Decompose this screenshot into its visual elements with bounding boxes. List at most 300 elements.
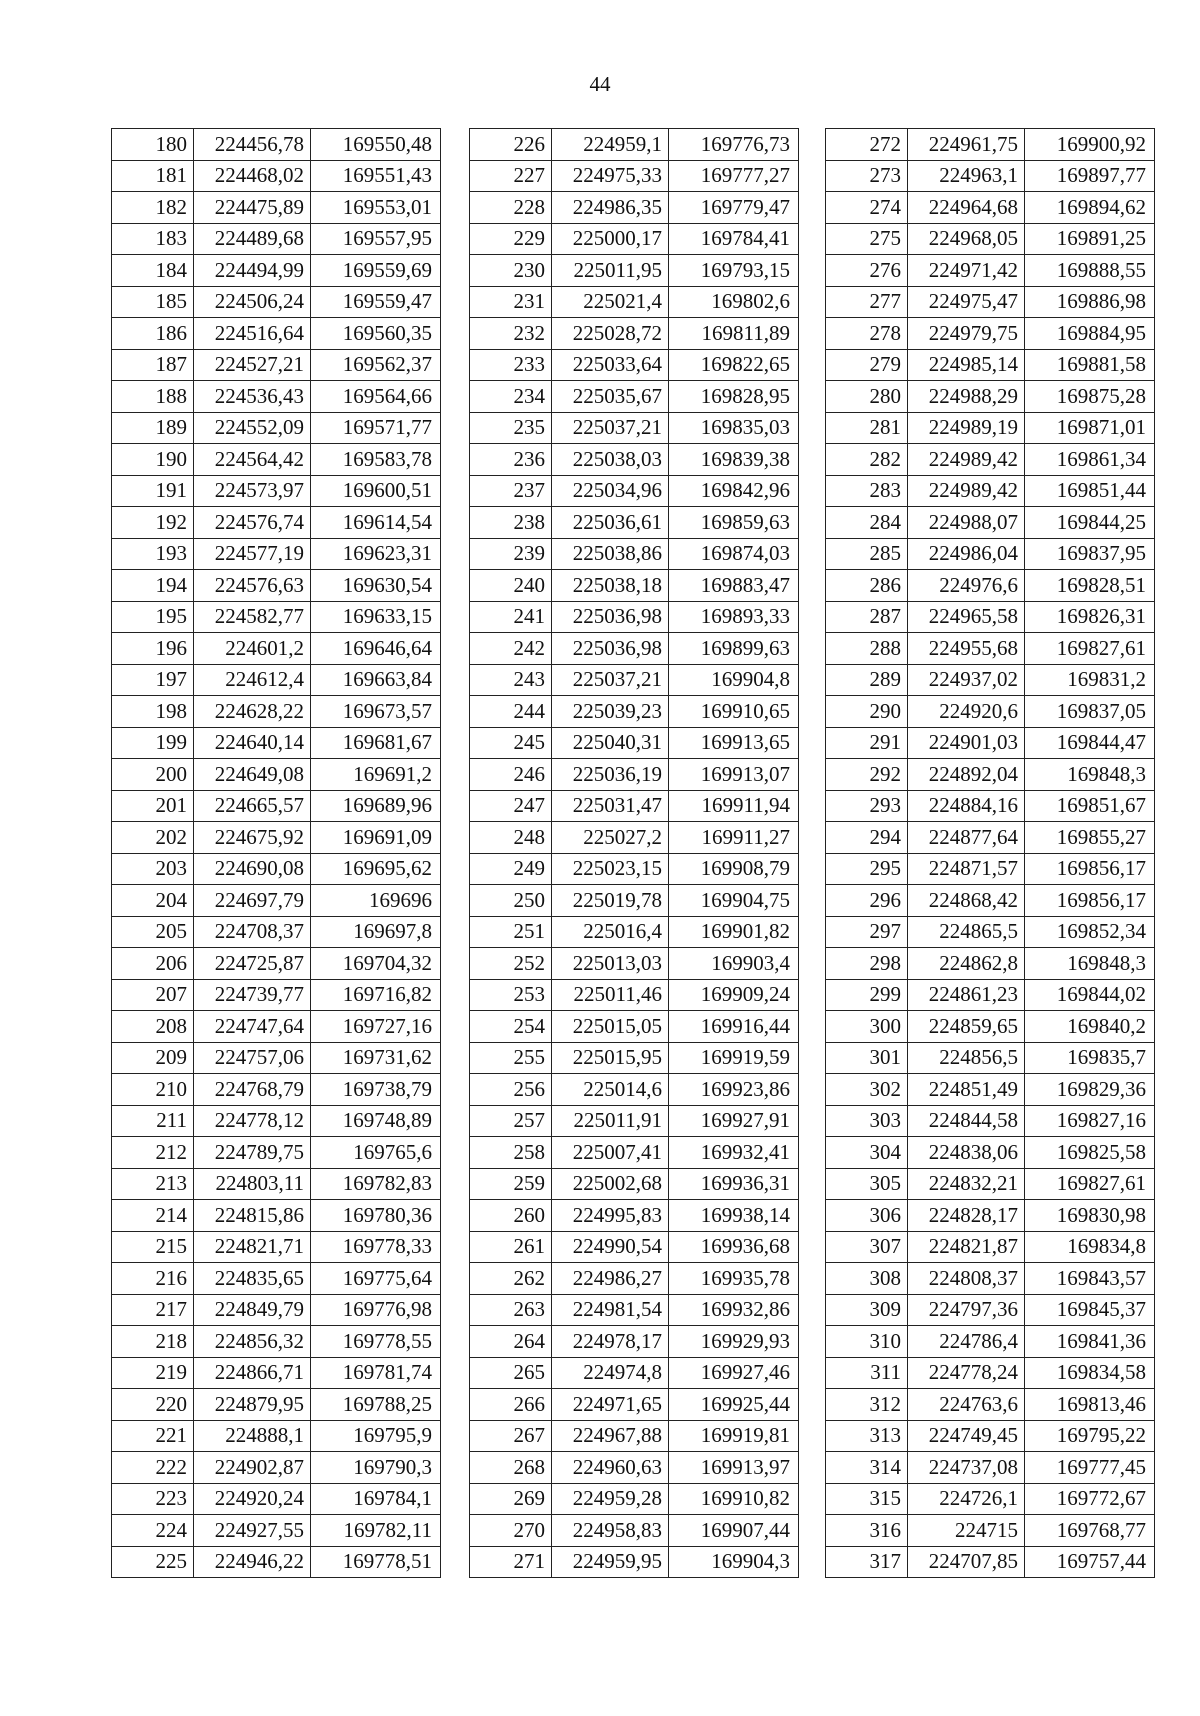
table-row bbox=[112, 790, 441, 822]
x-coordinate-cell: 224888,1 bbox=[194, 1420, 311, 1452]
point-number-cell: 230 bbox=[470, 255, 552, 287]
y-coordinate-cell: 169623,31 bbox=[311, 538, 441, 570]
y-coordinate-cell: 169907,44 bbox=[669, 1515, 799, 1547]
table-row bbox=[112, 948, 441, 980]
x-coordinate-cell: 224516,64 bbox=[194, 318, 311, 350]
point-number-cell: 291 bbox=[826, 727, 908, 759]
x-coordinate-cell: 224967,88 bbox=[552, 1420, 669, 1452]
y-coordinate-cell: 169633,15 bbox=[311, 601, 441, 633]
point-number-cell: 278 bbox=[826, 318, 908, 350]
table-row bbox=[826, 538, 1155, 570]
x-coordinate-cell: 224601,2 bbox=[194, 633, 311, 665]
table-row bbox=[112, 885, 441, 917]
point-number-cell: 259 bbox=[470, 1168, 552, 1200]
x-coordinate-cell: 224877,64 bbox=[908, 822, 1025, 854]
y-coordinate-cell: 169831,2 bbox=[1025, 664, 1155, 696]
x-coordinate-cell: 224959,95 bbox=[552, 1546, 669, 1578]
x-coordinate-cell: 224577,19 bbox=[194, 538, 311, 570]
point-number-cell: 306 bbox=[826, 1200, 908, 1232]
y-coordinate-cell: 169822,65 bbox=[669, 349, 799, 381]
x-coordinate-cell: 224901,03 bbox=[908, 727, 1025, 759]
point-number-cell: 234 bbox=[470, 381, 552, 413]
y-coordinate-cell: 169630,54 bbox=[311, 570, 441, 602]
x-coordinate-cell: 224920,24 bbox=[194, 1483, 311, 1515]
coordinates-table-2 bbox=[469, 128, 799, 1578]
table-row bbox=[112, 255, 441, 287]
x-coordinate-cell: 224708,37 bbox=[194, 916, 311, 948]
table-row bbox=[112, 538, 441, 570]
x-coordinate-cell: 224725,87 bbox=[194, 948, 311, 980]
y-coordinate-cell: 169795,9 bbox=[311, 1420, 441, 1452]
table-row bbox=[470, 1357, 799, 1389]
table-row bbox=[826, 507, 1155, 539]
x-coordinate-cell: 224527,21 bbox=[194, 349, 311, 381]
point-number-cell: 193 bbox=[112, 538, 194, 570]
table-row bbox=[470, 601, 799, 633]
point-number-cell: 275 bbox=[826, 223, 908, 255]
point-number-cell: 235 bbox=[470, 412, 552, 444]
x-coordinate-cell: 225011,91 bbox=[552, 1105, 669, 1137]
y-coordinate-cell: 169848,3 bbox=[1025, 759, 1155, 791]
point-number-cell: 239 bbox=[470, 538, 552, 570]
table-row bbox=[112, 1105, 441, 1137]
point-number-cell: 314 bbox=[826, 1452, 908, 1484]
table-row bbox=[112, 979, 441, 1011]
point-number-cell: 187 bbox=[112, 349, 194, 381]
x-coordinate-cell: 224707,85 bbox=[908, 1546, 1025, 1578]
y-coordinate-cell: 169550,48 bbox=[311, 129, 441, 161]
x-coordinate-cell: 224989,42 bbox=[908, 444, 1025, 476]
y-coordinate-cell: 169935,78 bbox=[669, 1263, 799, 1295]
point-number-cell: 268 bbox=[470, 1452, 552, 1484]
x-coordinate-cell: 224988,07 bbox=[908, 507, 1025, 539]
table-row bbox=[112, 1515, 441, 1547]
y-coordinate-cell: 169874,03 bbox=[669, 538, 799, 570]
y-coordinate-cell: 169919,81 bbox=[669, 1420, 799, 1452]
x-coordinate-cell: 224786,4 bbox=[908, 1326, 1025, 1358]
point-number-cell: 216 bbox=[112, 1263, 194, 1295]
table-row bbox=[470, 129, 799, 161]
table-row bbox=[826, 255, 1155, 287]
x-coordinate-cell: 224963,1 bbox=[908, 160, 1025, 192]
table-row bbox=[470, 1231, 799, 1263]
y-coordinate-cell: 169936,68 bbox=[669, 1231, 799, 1263]
y-coordinate-cell: 169911,94 bbox=[669, 790, 799, 822]
x-coordinate-cell: 224868,42 bbox=[908, 885, 1025, 917]
point-number-cell: 186 bbox=[112, 318, 194, 350]
table-row bbox=[470, 1200, 799, 1232]
x-coordinate-cell: 224976,6 bbox=[908, 570, 1025, 602]
point-number-cell: 204 bbox=[112, 885, 194, 917]
x-coordinate-cell: 224494,99 bbox=[194, 255, 311, 287]
y-coordinate-cell: 169790,3 bbox=[311, 1452, 441, 1484]
x-coordinate-cell: 224862,8 bbox=[908, 948, 1025, 980]
y-coordinate-cell: 169781,74 bbox=[311, 1357, 441, 1389]
point-number-cell: 211 bbox=[112, 1105, 194, 1137]
point-number-cell: 285 bbox=[826, 538, 908, 570]
table-row bbox=[112, 1263, 441, 1295]
table-row bbox=[826, 916, 1155, 948]
point-number-cell: 202 bbox=[112, 822, 194, 854]
y-coordinate-cell: 169837,95 bbox=[1025, 538, 1155, 570]
point-number-cell: 237 bbox=[470, 475, 552, 507]
point-number-cell: 292 bbox=[826, 759, 908, 791]
y-coordinate-cell: 169562,37 bbox=[311, 349, 441, 381]
point-number-cell: 304 bbox=[826, 1137, 908, 1169]
table-row bbox=[826, 349, 1155, 381]
x-coordinate-cell: 225038,18 bbox=[552, 570, 669, 602]
table-row bbox=[112, 1546, 441, 1578]
y-coordinate-cell: 169855,27 bbox=[1025, 822, 1155, 854]
table-row bbox=[826, 1515, 1155, 1547]
point-number-cell: 212 bbox=[112, 1137, 194, 1169]
point-number-cell: 279 bbox=[826, 349, 908, 381]
y-coordinate-cell: 169704,32 bbox=[311, 948, 441, 980]
point-number-cell: 199 bbox=[112, 727, 194, 759]
table-row bbox=[826, 381, 1155, 413]
table-row bbox=[112, 916, 441, 948]
table-row bbox=[470, 1294, 799, 1326]
point-number-cell: 182 bbox=[112, 192, 194, 224]
table-row bbox=[112, 570, 441, 602]
y-coordinate-cell: 169884,95 bbox=[1025, 318, 1155, 350]
y-coordinate-cell: 169782,83 bbox=[311, 1168, 441, 1200]
point-number-cell: 281 bbox=[826, 412, 908, 444]
x-coordinate-cell: 224964,68 bbox=[908, 192, 1025, 224]
x-coordinate-cell: 225016,4 bbox=[552, 916, 669, 948]
table-row bbox=[826, 759, 1155, 791]
point-number-cell: 194 bbox=[112, 570, 194, 602]
table-row bbox=[826, 412, 1155, 444]
table-row bbox=[470, 1137, 799, 1169]
x-coordinate-cell: 224737,08 bbox=[908, 1452, 1025, 1484]
y-coordinate-cell: 169691,2 bbox=[311, 759, 441, 791]
y-coordinate-cell: 169856,17 bbox=[1025, 853, 1155, 885]
table-row bbox=[826, 601, 1155, 633]
point-number-cell: 190 bbox=[112, 444, 194, 476]
x-coordinate-cell: 224640,14 bbox=[194, 727, 311, 759]
y-coordinate-cell: 169559,69 bbox=[311, 255, 441, 287]
x-coordinate-cell: 224871,57 bbox=[908, 853, 1025, 885]
x-coordinate-cell: 224665,57 bbox=[194, 790, 311, 822]
point-number-cell: 267 bbox=[470, 1420, 552, 1452]
x-coordinate-cell: 225031,47 bbox=[552, 790, 669, 822]
x-coordinate-cell: 224808,37 bbox=[908, 1263, 1025, 1295]
table-row bbox=[112, 601, 441, 633]
point-number-cell: 302 bbox=[826, 1074, 908, 1106]
x-coordinate-cell: 224959,28 bbox=[552, 1483, 669, 1515]
x-coordinate-cell: 224832,21 bbox=[908, 1168, 1025, 1200]
x-coordinate-cell: 225011,95 bbox=[552, 255, 669, 287]
point-number-cell: 257 bbox=[470, 1105, 552, 1137]
table-row bbox=[826, 1357, 1155, 1389]
y-coordinate-cell: 169861,34 bbox=[1025, 444, 1155, 476]
table-row bbox=[470, 1042, 799, 1074]
x-coordinate-cell: 225036,19 bbox=[552, 759, 669, 791]
y-coordinate-cell: 169936,31 bbox=[669, 1168, 799, 1200]
table-row bbox=[470, 1546, 799, 1578]
table-row bbox=[470, 507, 799, 539]
y-coordinate-cell: 169825,58 bbox=[1025, 1137, 1155, 1169]
y-coordinate-cell: 169839,38 bbox=[669, 444, 799, 476]
point-number-cell: 308 bbox=[826, 1263, 908, 1295]
point-number-cell: 222 bbox=[112, 1452, 194, 1484]
x-coordinate-cell: 224985,14 bbox=[908, 349, 1025, 381]
x-coordinate-cell: 225028,72 bbox=[552, 318, 669, 350]
point-number-cell: 228 bbox=[470, 192, 552, 224]
x-coordinate-cell: 224763,6 bbox=[908, 1389, 1025, 1421]
table-row bbox=[470, 538, 799, 570]
point-number-cell: 261 bbox=[470, 1231, 552, 1263]
x-coordinate-cell: 224803,11 bbox=[194, 1168, 311, 1200]
x-coordinate-cell: 224892,04 bbox=[908, 759, 1025, 791]
table-row bbox=[826, 1105, 1155, 1137]
point-number-cell: 248 bbox=[470, 822, 552, 854]
point-number-cell: 303 bbox=[826, 1105, 908, 1137]
y-coordinate-cell: 169583,78 bbox=[311, 444, 441, 476]
y-coordinate-cell: 169904,75 bbox=[669, 885, 799, 917]
x-coordinate-cell: 225036,61 bbox=[552, 507, 669, 539]
y-coordinate-cell: 169925,44 bbox=[669, 1389, 799, 1421]
y-coordinate-cell: 169663,84 bbox=[311, 664, 441, 696]
x-coordinate-cell: 224859,65 bbox=[908, 1011, 1025, 1043]
x-coordinate-cell: 224866,71 bbox=[194, 1357, 311, 1389]
table-row bbox=[826, 1231, 1155, 1263]
point-number-cell: 264 bbox=[470, 1326, 552, 1358]
point-number-cell: 251 bbox=[470, 916, 552, 948]
table-row bbox=[112, 633, 441, 665]
table-row bbox=[470, 1452, 799, 1484]
y-coordinate-cell: 169784,1 bbox=[311, 1483, 441, 1515]
y-coordinate-cell: 169916,44 bbox=[669, 1011, 799, 1043]
y-coordinate-cell: 169776,73 bbox=[669, 129, 799, 161]
point-number-cell: 276 bbox=[826, 255, 908, 287]
table-row bbox=[826, 129, 1155, 161]
point-number-cell: 258 bbox=[470, 1137, 552, 1169]
table-row bbox=[112, 129, 441, 161]
table-row bbox=[112, 1452, 441, 1484]
x-coordinate-cell: 225011,46 bbox=[552, 979, 669, 1011]
point-number-cell: 218 bbox=[112, 1326, 194, 1358]
y-coordinate-cell: 169913,07 bbox=[669, 759, 799, 791]
x-coordinate-cell: 225040,31 bbox=[552, 727, 669, 759]
point-number-cell: 214 bbox=[112, 1200, 194, 1232]
table-row bbox=[112, 853, 441, 885]
y-coordinate-cell: 169835,03 bbox=[669, 412, 799, 444]
table-row bbox=[826, 696, 1155, 728]
x-coordinate-cell: 224726,1 bbox=[908, 1483, 1025, 1515]
y-coordinate-cell: 169571,77 bbox=[311, 412, 441, 444]
point-number-cell: 213 bbox=[112, 1168, 194, 1200]
y-coordinate-cell: 169843,57 bbox=[1025, 1263, 1155, 1295]
y-coordinate-cell: 169776,98 bbox=[311, 1294, 441, 1326]
table-row bbox=[470, 916, 799, 948]
y-coordinate-cell: 169778,55 bbox=[311, 1326, 441, 1358]
x-coordinate-cell: 224739,77 bbox=[194, 979, 311, 1011]
point-number-cell: 188 bbox=[112, 381, 194, 413]
x-coordinate-cell: 225015,95 bbox=[552, 1042, 669, 1074]
x-coordinate-cell: 224828,17 bbox=[908, 1200, 1025, 1232]
point-number-cell: 225 bbox=[112, 1546, 194, 1578]
table-row bbox=[112, 1074, 441, 1106]
x-coordinate-cell: 224778,24 bbox=[908, 1357, 1025, 1389]
point-number-cell: 196 bbox=[112, 633, 194, 665]
point-number-cell: 274 bbox=[826, 192, 908, 224]
point-number-cell: 288 bbox=[826, 633, 908, 665]
x-coordinate-cell: 224971,42 bbox=[908, 255, 1025, 287]
x-coordinate-cell: 224576,74 bbox=[194, 507, 311, 539]
x-coordinate-cell: 224986,35 bbox=[552, 192, 669, 224]
x-coordinate-cell: 224989,42 bbox=[908, 475, 1025, 507]
point-number-cell: 184 bbox=[112, 255, 194, 287]
x-coordinate-cell: 224536,43 bbox=[194, 381, 311, 413]
point-number-cell: 238 bbox=[470, 507, 552, 539]
y-coordinate-cell: 169695,62 bbox=[311, 853, 441, 885]
y-coordinate-cell: 169929,93 bbox=[669, 1326, 799, 1358]
point-number-cell: 195 bbox=[112, 601, 194, 633]
table-body bbox=[826, 129, 1155, 1578]
y-coordinate-cell: 169901,82 bbox=[669, 916, 799, 948]
point-number-cell: 231 bbox=[470, 286, 552, 318]
table-row bbox=[112, 160, 441, 192]
y-coordinate-cell: 169844,47 bbox=[1025, 727, 1155, 759]
table-row bbox=[112, 318, 441, 350]
table-row bbox=[112, 192, 441, 224]
point-number-cell: 290 bbox=[826, 696, 908, 728]
point-number-cell: 280 bbox=[826, 381, 908, 413]
y-coordinate-cell: 169784,41 bbox=[669, 223, 799, 255]
table-row bbox=[470, 1483, 799, 1515]
y-coordinate-cell: 169772,67 bbox=[1025, 1483, 1155, 1515]
y-coordinate-cell: 169830,98 bbox=[1025, 1200, 1155, 1232]
table-row bbox=[470, 1168, 799, 1200]
y-coordinate-cell: 169696 bbox=[311, 885, 441, 917]
point-number-cell: 245 bbox=[470, 727, 552, 759]
y-coordinate-cell: 169927,91 bbox=[669, 1105, 799, 1137]
x-coordinate-cell: 224927,55 bbox=[194, 1515, 311, 1547]
table-row bbox=[826, 633, 1155, 665]
table-row bbox=[112, 759, 441, 791]
table-row bbox=[470, 727, 799, 759]
point-number-cell: 263 bbox=[470, 1294, 552, 1326]
y-coordinate-cell: 169919,59 bbox=[669, 1042, 799, 1074]
y-coordinate-cell: 169837,05 bbox=[1025, 696, 1155, 728]
table-row bbox=[112, 507, 441, 539]
table-row bbox=[470, 979, 799, 1011]
table-row bbox=[826, 286, 1155, 318]
table-row bbox=[826, 1389, 1155, 1421]
x-coordinate-cell: 224475,89 bbox=[194, 192, 311, 224]
point-number-cell: 223 bbox=[112, 1483, 194, 1515]
point-number-cell: 205 bbox=[112, 916, 194, 948]
point-number-cell: 224 bbox=[112, 1515, 194, 1547]
table-row bbox=[826, 1294, 1155, 1326]
y-coordinate-cell: 169788,25 bbox=[311, 1389, 441, 1421]
x-coordinate-cell: 225037,21 bbox=[552, 412, 669, 444]
x-coordinate-cell: 225002,68 bbox=[552, 1168, 669, 1200]
x-coordinate-cell: 224576,63 bbox=[194, 570, 311, 602]
table-row bbox=[826, 948, 1155, 980]
table-row bbox=[112, 412, 441, 444]
y-coordinate-cell: 169782,11 bbox=[311, 1515, 441, 1547]
y-coordinate-cell: 169795,22 bbox=[1025, 1420, 1155, 1452]
point-number-cell: 221 bbox=[112, 1420, 194, 1452]
point-number-cell: 273 bbox=[826, 160, 908, 192]
y-coordinate-cell: 169738,79 bbox=[311, 1074, 441, 1106]
table-row bbox=[470, 475, 799, 507]
x-coordinate-cell: 224789,75 bbox=[194, 1137, 311, 1169]
point-number-cell: 232 bbox=[470, 318, 552, 350]
y-coordinate-cell: 169646,64 bbox=[311, 633, 441, 665]
y-coordinate-cell: 169802,6 bbox=[669, 286, 799, 318]
x-coordinate-cell: 225007,41 bbox=[552, 1137, 669, 1169]
y-coordinate-cell: 169910,82 bbox=[669, 1483, 799, 1515]
table-row bbox=[112, 664, 441, 696]
x-coordinate-cell: 225037,21 bbox=[552, 664, 669, 696]
x-coordinate-cell: 224582,77 bbox=[194, 601, 311, 633]
point-number-cell: 242 bbox=[470, 633, 552, 665]
y-coordinate-cell: 169681,67 bbox=[311, 727, 441, 759]
x-coordinate-cell: 224506,24 bbox=[194, 286, 311, 318]
x-coordinate-cell: 224856,5 bbox=[908, 1042, 1025, 1074]
x-coordinate-cell: 225035,67 bbox=[552, 381, 669, 413]
point-number-cell: 295 bbox=[826, 853, 908, 885]
y-coordinate-cell: 169564,66 bbox=[311, 381, 441, 413]
point-number-cell: 233 bbox=[470, 349, 552, 381]
table-row bbox=[112, 1357, 441, 1389]
table-row bbox=[112, 1231, 441, 1263]
point-number-cell: 254 bbox=[470, 1011, 552, 1043]
y-coordinate-cell: 169731,62 bbox=[311, 1042, 441, 1074]
x-coordinate-cell: 224697,79 bbox=[194, 885, 311, 917]
table-row bbox=[112, 1326, 441, 1358]
table-row bbox=[470, 759, 799, 791]
y-coordinate-cell: 169777,45 bbox=[1025, 1452, 1155, 1484]
x-coordinate-cell: 224981,54 bbox=[552, 1294, 669, 1326]
x-coordinate-cell: 225015,05 bbox=[552, 1011, 669, 1043]
point-number-cell: 249 bbox=[470, 853, 552, 885]
point-number-cell: 262 bbox=[470, 1263, 552, 1295]
table-row bbox=[470, 1074, 799, 1106]
x-coordinate-cell: 224988,29 bbox=[908, 381, 1025, 413]
point-number-cell: 236 bbox=[470, 444, 552, 476]
y-coordinate-cell: 169891,25 bbox=[1025, 223, 1155, 255]
table-row bbox=[826, 664, 1155, 696]
x-coordinate-cell: 224628,22 bbox=[194, 696, 311, 728]
y-coordinate-cell: 169560,35 bbox=[311, 318, 441, 350]
y-coordinate-cell: 169844,25 bbox=[1025, 507, 1155, 539]
x-coordinate-cell: 224955,68 bbox=[908, 633, 1025, 665]
y-coordinate-cell: 169903,4 bbox=[669, 948, 799, 980]
x-coordinate-cell: 225021,4 bbox=[552, 286, 669, 318]
y-coordinate-cell: 169778,33 bbox=[311, 1231, 441, 1263]
table-row bbox=[470, 160, 799, 192]
point-number-cell: 208 bbox=[112, 1011, 194, 1043]
y-coordinate-cell: 169888,55 bbox=[1025, 255, 1155, 287]
point-number-cell: 255 bbox=[470, 1042, 552, 1074]
point-number-cell: 217 bbox=[112, 1294, 194, 1326]
y-coordinate-cell: 169697,8 bbox=[311, 916, 441, 948]
x-coordinate-cell: 225036,98 bbox=[552, 601, 669, 633]
y-coordinate-cell: 169600,51 bbox=[311, 475, 441, 507]
table-body bbox=[470, 129, 799, 1578]
x-coordinate-cell: 224975,33 bbox=[552, 160, 669, 192]
y-coordinate-cell: 169900,92 bbox=[1025, 129, 1155, 161]
table-row bbox=[470, 412, 799, 444]
point-number-cell: 200 bbox=[112, 759, 194, 791]
page-number: 44 bbox=[589, 72, 611, 96]
y-coordinate-cell: 169793,15 bbox=[669, 255, 799, 287]
